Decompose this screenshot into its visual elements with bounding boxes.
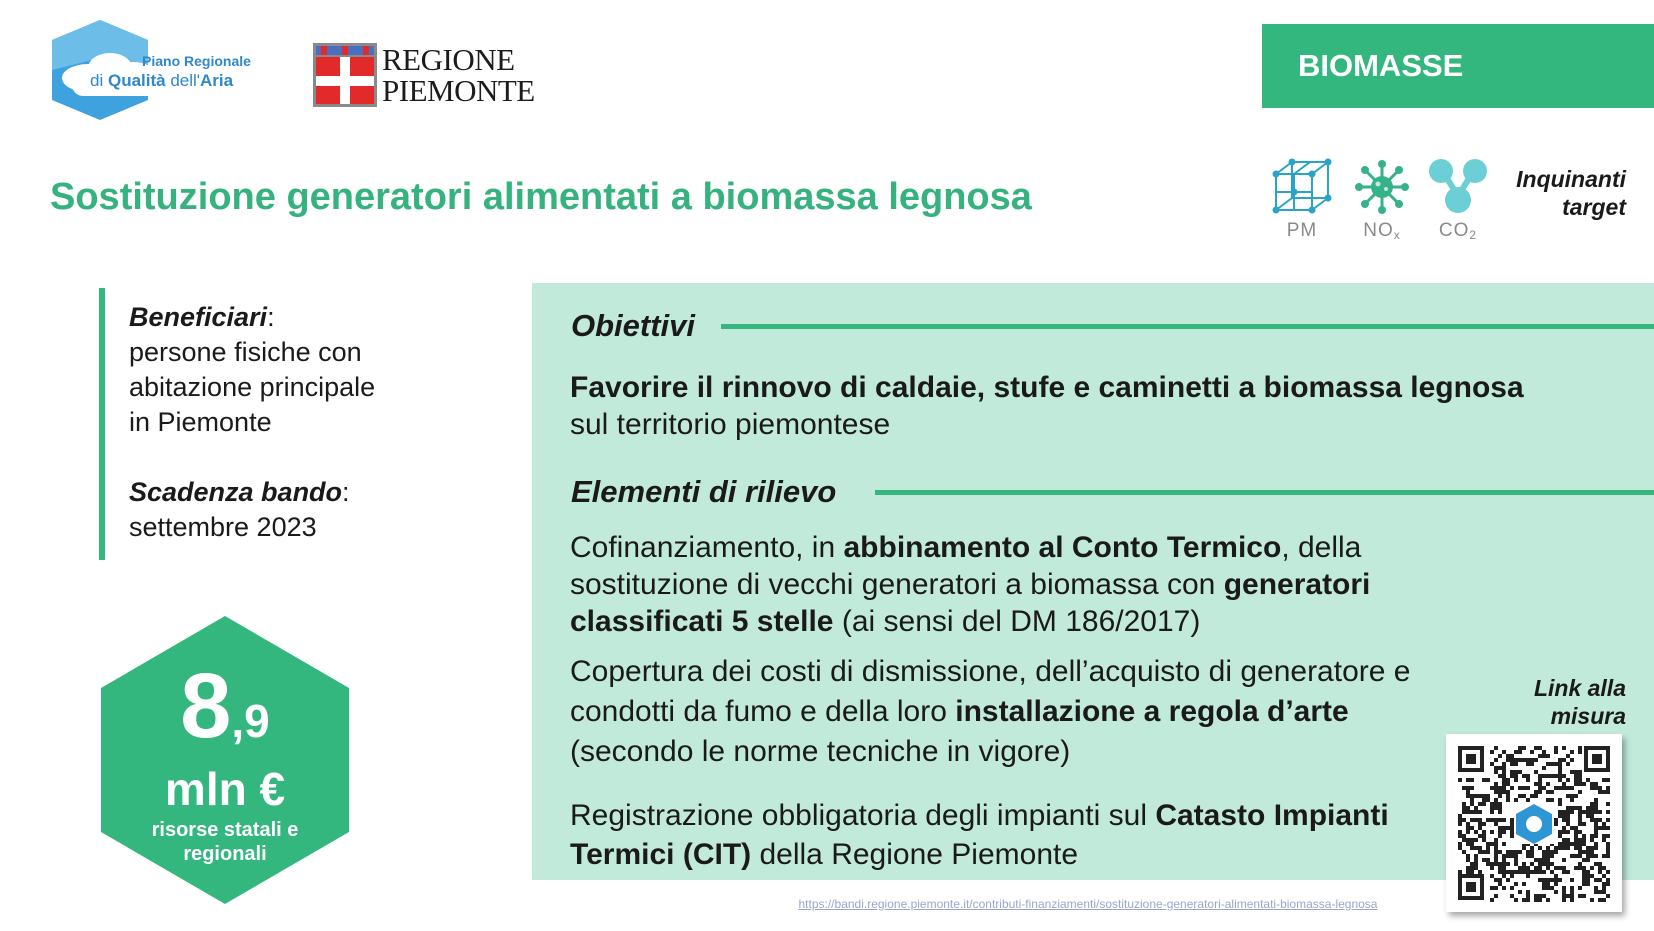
pollutant-co2 [1426,158,1490,242]
beneficiari-line: in Piemonte [129,407,272,437]
section-divider [875,490,1654,495]
info-accent-bar [99,288,105,560]
obiettivi-text: Favorire il rinnovo di caldaie, stufe e caminetti a biomassa legnosa sul territorio piemontese [570,371,1524,441]
pollutant-pm [1270,158,1334,242]
qr-code-icon [1446,734,1622,912]
scadenza-heading: Scadenza bando: [129,477,350,507]
regione-piemonte-text [382,44,535,106]
beneficiari-line: persone fisiche con [129,337,362,367]
atoms-icon [1427,158,1489,216]
page-title: Sostituzione generatori alimentati a biomassa legnosa [50,176,1032,218]
target-pollutants-label: Inquinanti target [1516,166,1626,220]
pqa-logo-text [90,52,251,90]
info-block [129,300,489,545]
section-divider [721,324,1654,329]
measure-link[interactable]: https://bandi.regione.piemonte.it/contributi-finanziamenti/sostituzione-generatori-alimentati-biomassa-legnosa [798,897,1378,911]
funding-unit: mln € [164,763,286,815]
region-line1: REGIONE [382,42,515,77]
elemento-copertura: Copertura dei costi di dismissione, dell’acquisto di generatore e condotti da fumo e della loro installazione a regola d’arte (secondo le norme tecniche in vigore) [570,655,1411,768]
molecule-icon [1353,158,1411,216]
pollutant-nox [1350,158,1414,242]
elemento-cofinanziamento: Cofinanziamento, in abbinamento al Conto Termico, della sostituzione di vecchi generatori a biomassa con generatori classificati 5 stelle (ai sensi del DM 186/2017) [570,531,1371,638]
funding-note: risorse statali e regionali [151,819,299,865]
scadenza-value: settembre 2023 [129,512,317,542]
regione-piemonte-logo [313,43,377,107]
qr-code[interactable] [1446,734,1622,912]
obiettivi-heading: Obiettivi [571,308,696,343]
beneficiari-line: abitazione principale [129,372,376,402]
cube-icon [1270,158,1334,216]
category-badge: BIOMASSE [1262,24,1654,108]
region-line2: PIEMONTE [382,73,535,108]
pollutant-label: PM [1286,220,1318,241]
pollutant-label: $NO_x$ [1363,220,1401,242]
pqa-line2: di Qualità dell'Aria [90,71,234,90]
funding-amount: 8,9 [180,655,270,757]
elementi-heading: Elementi di rilievo [571,474,837,509]
beneficiari-heading: Beneficiari: [129,302,275,332]
pollutant-label: $CO_2$ [1438,220,1478,242]
link-label: Link alla misura [1533,675,1626,729]
pqa-line1: Piano Regionale [142,53,251,69]
elemento-registrazione: Registrazione obbligatoria degli impianti sul Catasto Impianti Termici (CIT) della Regione Piemonte [570,799,1389,871]
